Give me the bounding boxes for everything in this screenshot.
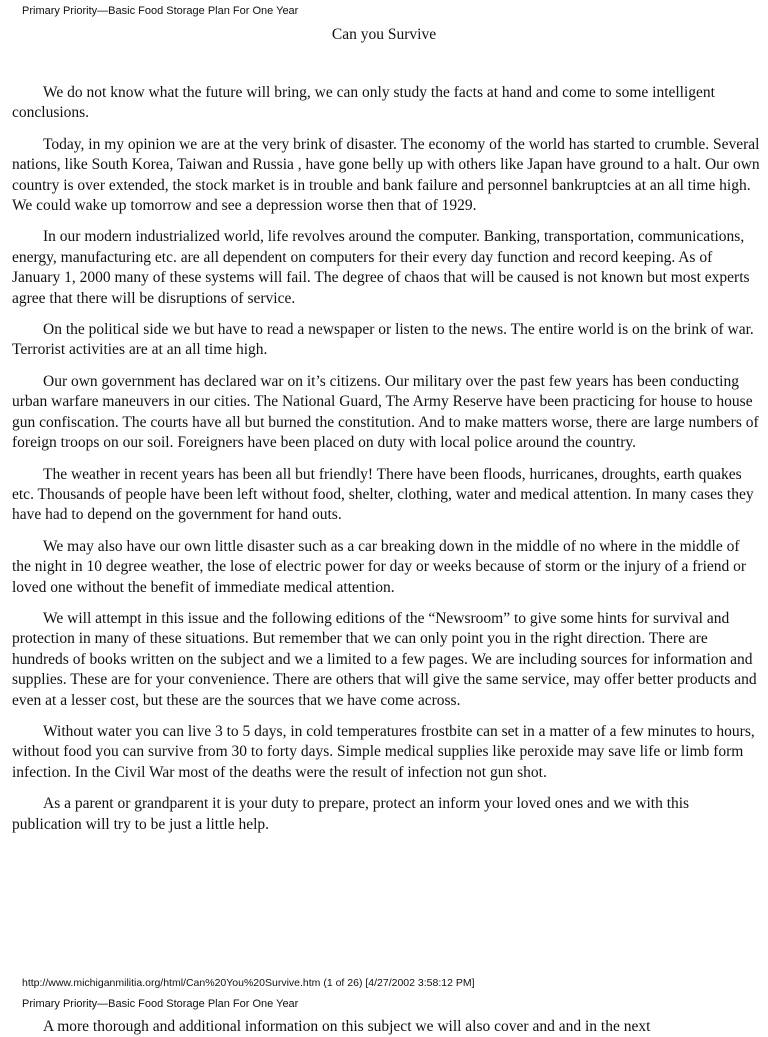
next-page-running-header: Primary Priority—Basic Food Storage Plan For One Year (22, 998, 299, 1010)
paragraph: We do not know what the future will bring, we can only study the facts at hand and come to some intelligent conclusions. (12, 84, 715, 122)
paragraph: Today, in my opinion we are at the very brink of disaster. The economy of the world has started to crumble. Several nations, like South Korea, Taiwan and Russia , have gone belly up with others like Japan have ground to a halt. Our own country is over extended, the stock market is in trouble and bank failure and personnel bankruptcies at an all time high. We could wake up tomorrow and see a depression worse then that of 1929. (12, 135, 760, 215)
article-body (12, 83, 760, 846)
paragraph: In our modern industrialized world, life revolves around the computer. Banking, transportation, communications, energy, manufacturing etc. are all dependent on computers for their every day function and record keeping. As of January 1, 2000 many of these systems will fail. The degree of chaos that will be caused is not known but most experts agree that there will be disruptions of service. (12, 228, 750, 307)
paragraph: We may also have our own little disaster such as a car breaking down in the middle of no where in the middle of the night in 10 degree weather, the lose of electric power for day or weeks because of storm or the injury of a friend or loved one without the benefit of immediate medical attention. (12, 537, 747, 596)
paragraph: Our own government has declared war on it’s citizens. Our military over the past few years has been conducting urban warfare maneuvers in our cities. The National Guard, The Army Reserve have been practicing for house to house gun confiscation. The courts have all but burned the constitution. And to make matters worse, there are large numbers of foreign troops on our soil. Foreigners have been placed on duty with local police around the country. (12, 372, 759, 452)
paragraph: The weather in recent years has been all but friendly! There have been floods, hurricanes, droughts, earth quakes etc. Thousands of people have been left without food, shelter, clothing, water and medical attention. In many cases they have had to depend on the government for hand outs. (12, 465, 754, 524)
paragraph: As a parent or grandparent it is your duty to prepare, protect an inform your loved ones and we with this publication will try to be just a little help. (12, 795, 690, 833)
paragraph: We will attempt in this issue and the following editions of the “Newsroom” to give some hints for survival and protection in many of these situations. But remember that we can only point you in the right direction. There are hundreds of books written on the subject and we a limited to a few pages. We are including sources for information and supplies. These are for your convenience. There are others that will give the same service, may offer better products and even at a lesser cost, but these are the sources that we have come across. (12, 609, 757, 709)
page-title: Can you Survive (331, 26, 437, 43)
next-page-cutoff-text: A more thorough and additional information on this subject we will also cover and and in the next (43, 1018, 651, 1035)
page-footer-url: http://www.michiganmilitia.org/html/Can%20You%20Survive.htm (1 of 26) [4/27/2002 3:58:12 PM] (22, 977, 475, 989)
paragraph: Without water you can live 3 to 5 days, in cold temperatures frostbite can set in a matter of a few minutes to hours, without food you can survive from 30 to forty days. Simple medical supplies like peroxide may save life or limb form infection. In the Civil War most of the deaths were the result of infection not gun shot. (12, 722, 755, 781)
running-header: Primary Priority—Basic Food Storage Plan For One Year (22, 5, 299, 17)
paragraph: On the political side we but have to read a newspaper or listen to the news. The entire world is on the brink of war. Terrorist activities are at an all time high. (12, 321, 754, 359)
